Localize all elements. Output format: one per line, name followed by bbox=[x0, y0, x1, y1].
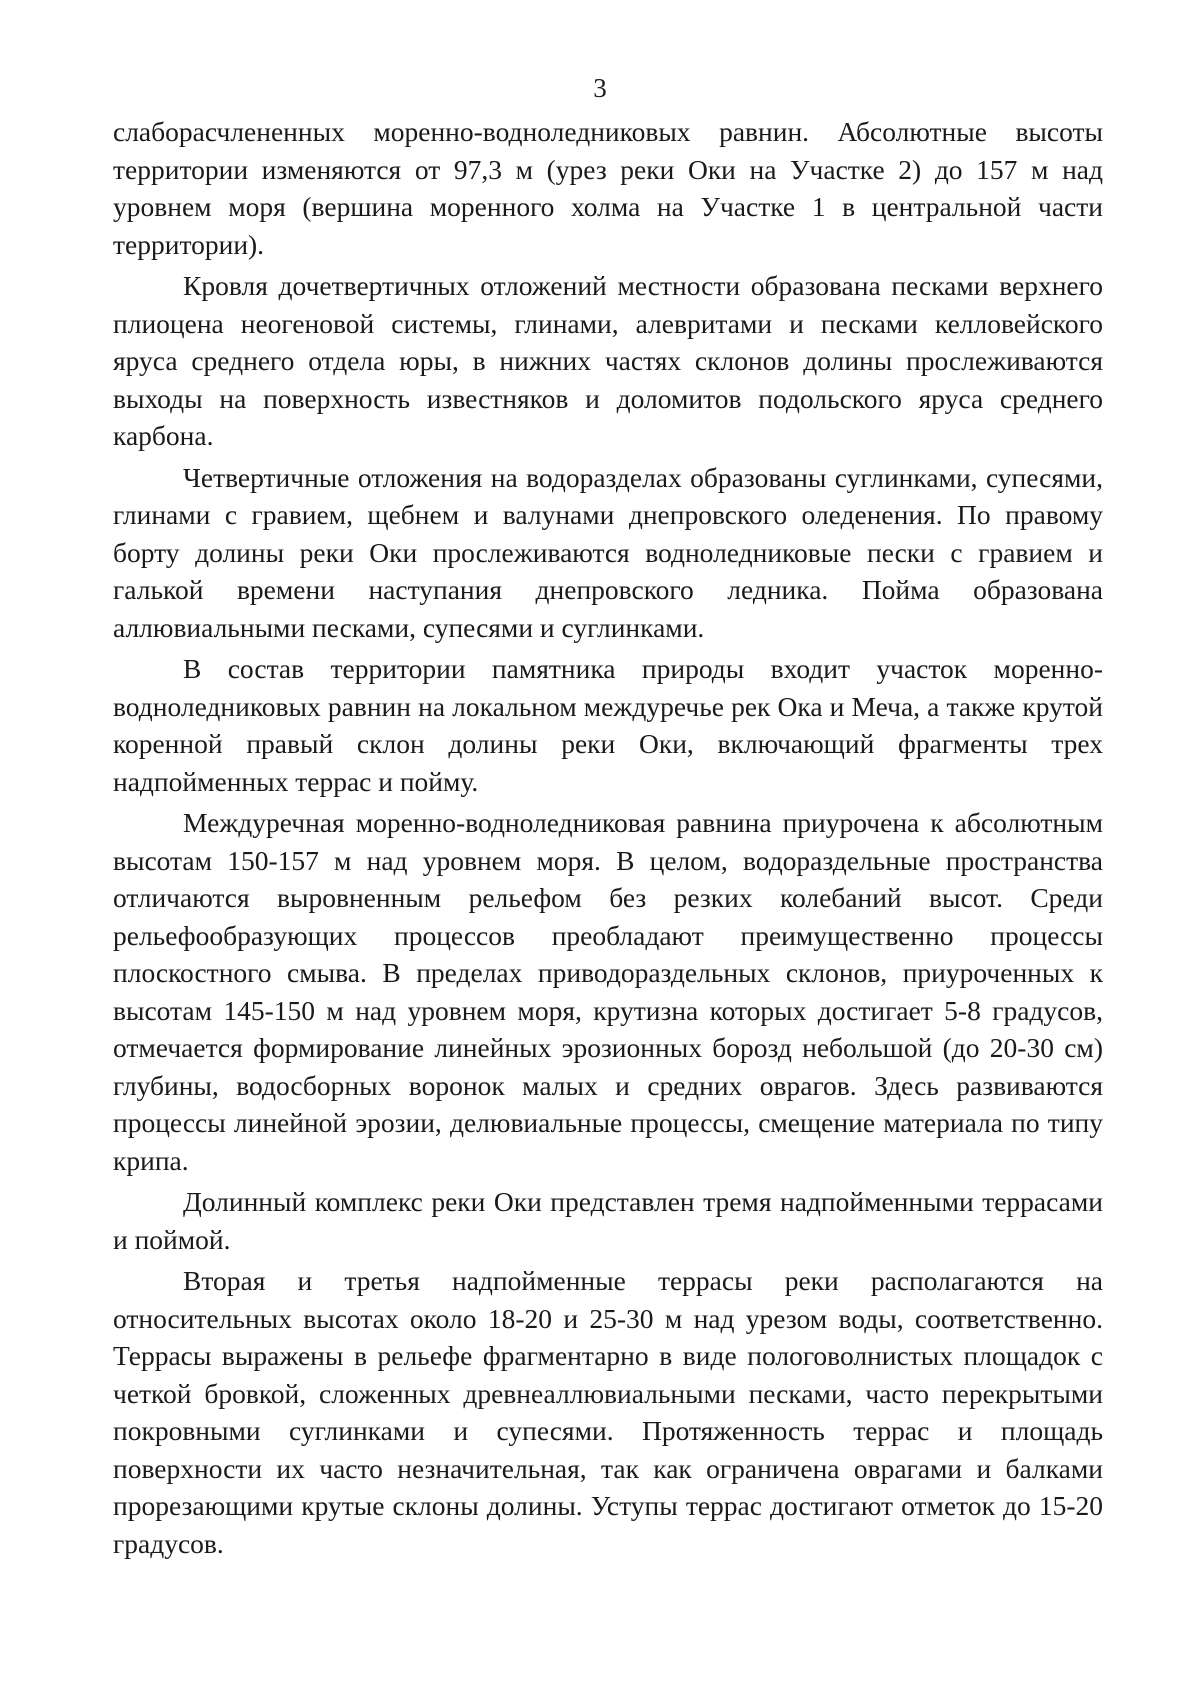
page-number: 3 bbox=[593, 73, 607, 103]
paragraph-quaternary-deposits: Четвертичные отложения на водоразделах образованы суглинками, супесями, глинами с гравием, щебнем и валунами днепровского оледенения. По правому борту долины реки Оки прослеживаются водноледниковые пески с гравием и галькой времени наступания днепровского ледника. Пойма образована аллювиальными песками, супесями и суглинками. bbox=[113, 461, 1103, 643]
paragraph-terraces: Вторая и третья надпойменные террасы реки располагаются на относительных высотах около 18-20 и 25-30 м над урезом воды, соответственно. Террасы выражены в рельефе фрагментарно в виде пологоволнистых площадок с четкой бровкой, сложенных древнеаллювиальными песками, часто перекрытыми покровными суглинками и супесями. Протяженность террас и площадь поверхности их часто незначительная, так как ограничена оврагами и балками прорезающими крутые склоны долины. Уступы террас достигают отметок до 15-20 градусов. bbox=[113, 1265, 1103, 1559]
paragraph-valley-complex: Долинный комплекс реки Оки представлен тремя надпойменными террасами и поймой. bbox=[113, 1186, 1103, 1255]
document-body bbox=[113, 113, 1103, 1566]
paragraph-continuation: слаборасчлененных моренно-водноледниковых равнин. Абсолютные высоты территории изменяются от 97,3 м (урез реки Оки на Участке 2) до 157 м над уровнем моря (вершина моренного холма на Участке 1 в центральной части территории). bbox=[113, 116, 1103, 260]
paragraph-territory-composition: В состав территории памятника природы входит участок моренно-водноледниковых равнин на локальном междуречье рек Ока и Меча, а также крутой коренной правый склон долины реки Оки, включающий фрагменты трех надпойменных террас и пойму. bbox=[113, 653, 1103, 797]
paragraph-interfluve-plain: Междуречная моренно-водноледниковая равнина приурочена к абсолютным высотам 150-157 м над уровнем моря. В целом, водораздельные пространства отличаются выровненным рельефом без резких колебаний высот. Среди рельефообразующих процессов преобладают преимущественно процессы плоскостного смыва. В пределах приводораздельных склонов, приуроченных к высотам 145-150 м над уровнем моря, крутизна которых достигает 5-8 градусов, отмечается формирование линейных эрозионных борозд небольшой (до 20-30 см) глубины, водосборных воронок малых и средних оврагов. Здесь развиваются процессы линейной эрозии, делювиальные процессы, смещение материала по типу крипа. bbox=[113, 807, 1103, 1176]
paragraph-bedrock-roof: Кровля дочетвертичных отложений местности образована песками верхнего плиоцена неогеновой системы, глинами, алевритами и песками келловейского яруса среднего отдела юры, в нижних частях склонов долины прослеживаются выходы на поверхность известняков и доломитов подольского яруса среднего карбона. bbox=[113, 270, 1103, 451]
